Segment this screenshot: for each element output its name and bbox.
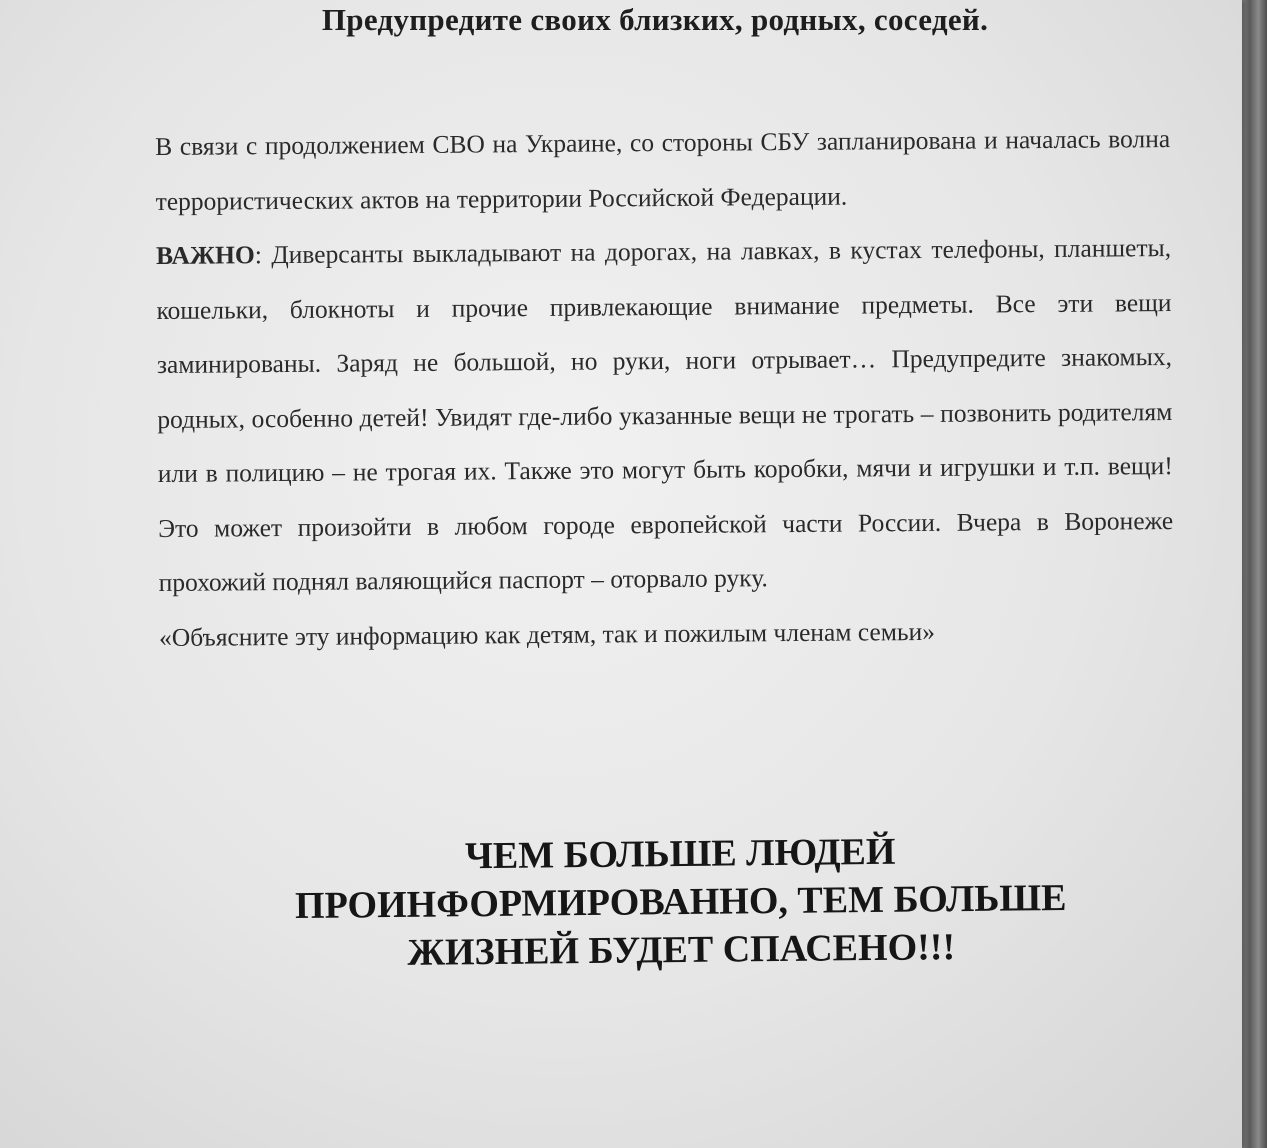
important-text: : Диверсанты выкладывают на дорогах, на лавках, в кустах телефоны, планшеты, кошельки, блокноты и прочие привлекающие внимание предметы. Все эти вещи заминированы. Заряд не большой, но руки, ноги отрывает… Предупредите знакомых, родных, особенно детей! Увидят где-либо указанные вещи не трогать – позвонить родителям или в полицию – не трогая их. Также это могут быть коробки, мячи и игрушки и т.п. вещи! Это может произойти в любом городе европейской части России. Вчера в Воронеже прохожий поднял валяющийся паспорт – оторвало руку. (156, 233, 1174, 597)
slogan-line-2: ПРОИНФОРМИРОВАННО, ТЕМ БОЛЬШЕ (294, 876, 1067, 928)
document-title: Предупредите своих близких, родных, соседей. (321, 2, 989, 37)
important-paragraph (156, 221, 1174, 610)
slogan-line-3: ЖИЗНЕЙ БУДЕТ СПАСЕНО!!! (407, 926, 956, 974)
intro-paragraph: В связи с продолжением СВО на Украине, со стороны СБУ запланирована и началась волна террористических актов на территории Российской Федерации. (155, 124, 1171, 216)
quote-line: «Объясните эту информацию как детям, так и пожилым членам семьи» (158, 616, 936, 652)
document-body (155, 112, 1174, 665)
important-label: ВАЖНО (155, 240, 255, 270)
background-edge (1238, 0, 1267, 1148)
slogan-line-1: ЧЕМ БОЛЬШЕ ЛЮДЕЙ (464, 830, 896, 878)
slogan (235, 825, 1126, 978)
